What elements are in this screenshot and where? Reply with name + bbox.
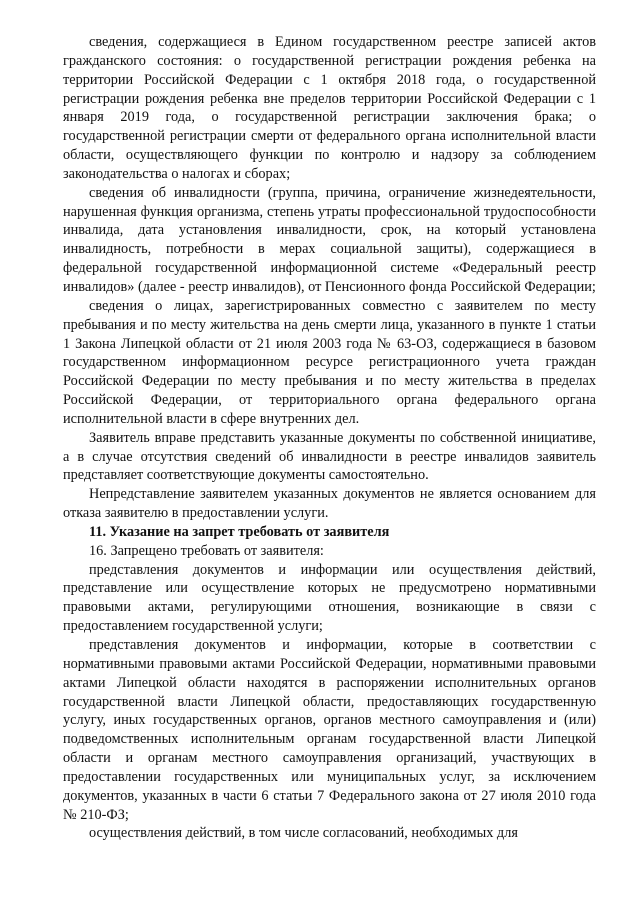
paragraph-disability-info: сведения об инвалидности (группа, причина, ограничение жизнедеятельности, нарушенная функция организма, степень утраты профессиональной трудоспособности инвалида, дата установления инвалидности, срок, на который установлена инвалидность, потребности в мерах социальной защиты), содержащиеся в федеральной государственной информационной системе «Федеральный реестр инвалидов» (далее - реестр инвалидов), от Пенсионного фонда Российской Федерации; [63,184,596,295]
paragraph-prohibition-available-docs: представления документов и информации, которые в соответствии с нормативными правовыми актами Российской Федерации, нормативными правовыми актами Липецкой области находятся в распоряжении исполнительных органов государственной власти Липецкой области, предоставляющих государственную услугу, иных государственных органов, органов местного самоуправления и (или) подведомственных исполнительным органам государственной власти Липецкой области и органам местного самоуправления организаций, участвующих в предоставлении государственных или муниципальных услуг, за исключением документов, указанных в части 6 статьи 7 Федерального закона от 27 июля 2010 года № 210-ФЗ; [63,637,596,823]
section-heading: 11. Указание на запрет требовать от заявителя [89,523,390,540]
paragraph-prohibition-documents: представления документов и информации или осуществления действий, представление или осуществление которых не предусмотрено нормативными правовыми актами, регулирующими отношения, возникающие в связи с предоставлением государственной услуги; [63,561,596,635]
paragraph-civil-registry-info: сведения, содержащиеся в Едином государственном реестре записей актов гражданского состояния: о государственной регистрации рождения ребенка на территории Российской Федерации с 1 октября 2018 года, о государственной регистрации рождения ребенка вне пределов территории Российской Федерации с 1 января 2019 года, о государственной регистрации заключения брака; о государственной регистрации смерти от федерального органа исполнительной власти области, осуществляющего функции по контролю и надзору за соблюдением законодательства о налогах и сборах; [63,34,596,182]
document-body [63,33,596,843]
paragraph-item-16: 16. Запрещено требовать от заявителя: [89,542,324,559]
paragraph-applicant-right: Заявитель вправе представить указанные документы по собственной инициативе, а в случае отсутствия сведений об инвалидности в реестре инвалидов заявитель представляет соответствующие документы самостоятельно. [63,429,596,484]
paragraph-co-registered-persons-info: сведения о лицах, зарегистрированных совместно с заявителем по месту пребывания и по месту жительства на день смерти лица, указанного в пункте 1 статьи 1 Закона Липецкой области от 21 июля 2003 года № 63-ОЗ, содержащиеся в базовом государственном информационном ресурсе регистрационного учета граждан Российской Федерации по месту пребывания и по месту жительства в пределах Российской Федерации, от территориального органа федерального органа исполнительной власти в сфере внутренних дел. [63,297,596,427]
paragraph-prohibition-actions: осуществления действий, в том числе согласований, необходимых для [89,825,518,842]
paragraph-non-submission: Непредставление заявителем указанных документов не является основанием для отказа заявителю в предоставлении услуги. [63,486,596,522]
